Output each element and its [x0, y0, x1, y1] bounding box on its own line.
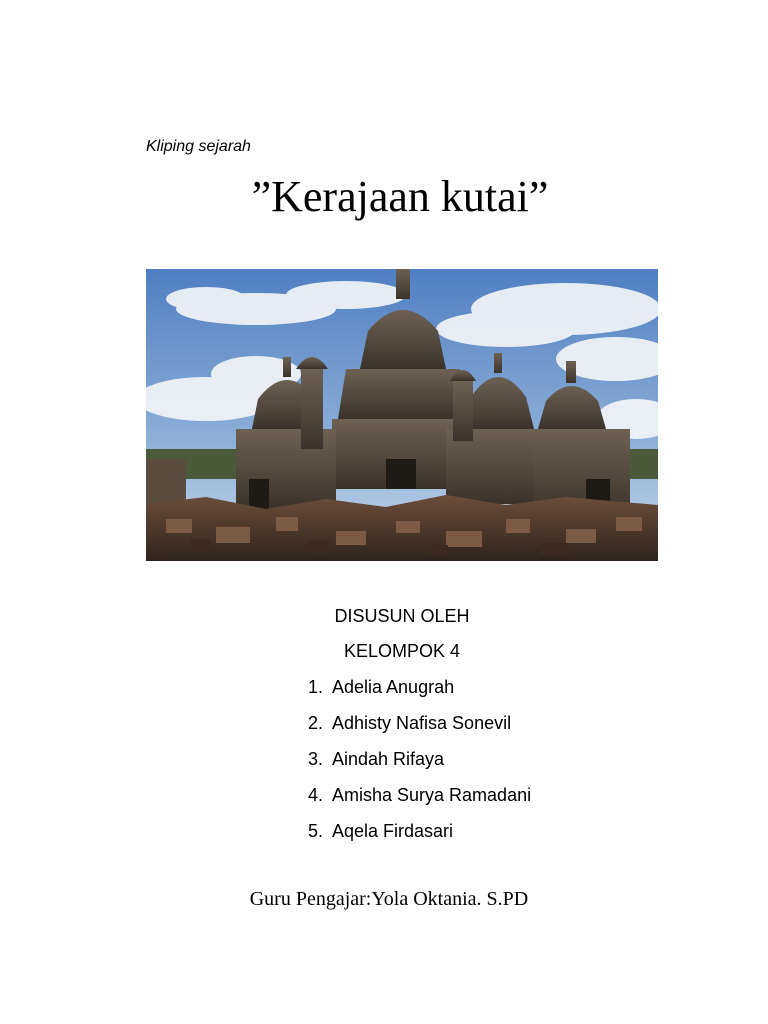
list-item	[308, 676, 531, 712]
member-name: Aqela Firdasari	[332, 821, 454, 841]
teacher-line: Guru Pengajar:Yola Oktania. S.PD	[249, 888, 529, 910]
list-item-number: 5.	[308, 821, 324, 841]
list-item-number: 3.	[308, 749, 324, 769]
member-list	[308, 676, 531, 856]
list-item	[308, 712, 531, 748]
list-item-number: 1.	[308, 677, 324, 697]
temple-photo	[146, 269, 658, 561]
authored-by-heading: DISUSUN OLEH	[334, 606, 470, 626]
document-subtitle: Kliping sejarah	[146, 138, 251, 155]
group-label: KELOMPOK 4	[343, 641, 461, 661]
list-item	[308, 784, 531, 820]
member-name: Adelia Anugrah	[332, 677, 455, 697]
list-item-number: 2.	[308, 713, 324, 733]
document-title: ”Kerajaan kutai”	[251, 172, 549, 221]
list-item	[308, 748, 531, 784]
member-name: Adhisty Nafisa Sonevil	[332, 713, 512, 733]
member-name: Aindah Rifaya	[332, 749, 445, 769]
member-name: Amisha Surya Ramadani	[332, 785, 532, 805]
list-item-number: 4.	[308, 785, 324, 805]
list-item	[308, 820, 531, 856]
